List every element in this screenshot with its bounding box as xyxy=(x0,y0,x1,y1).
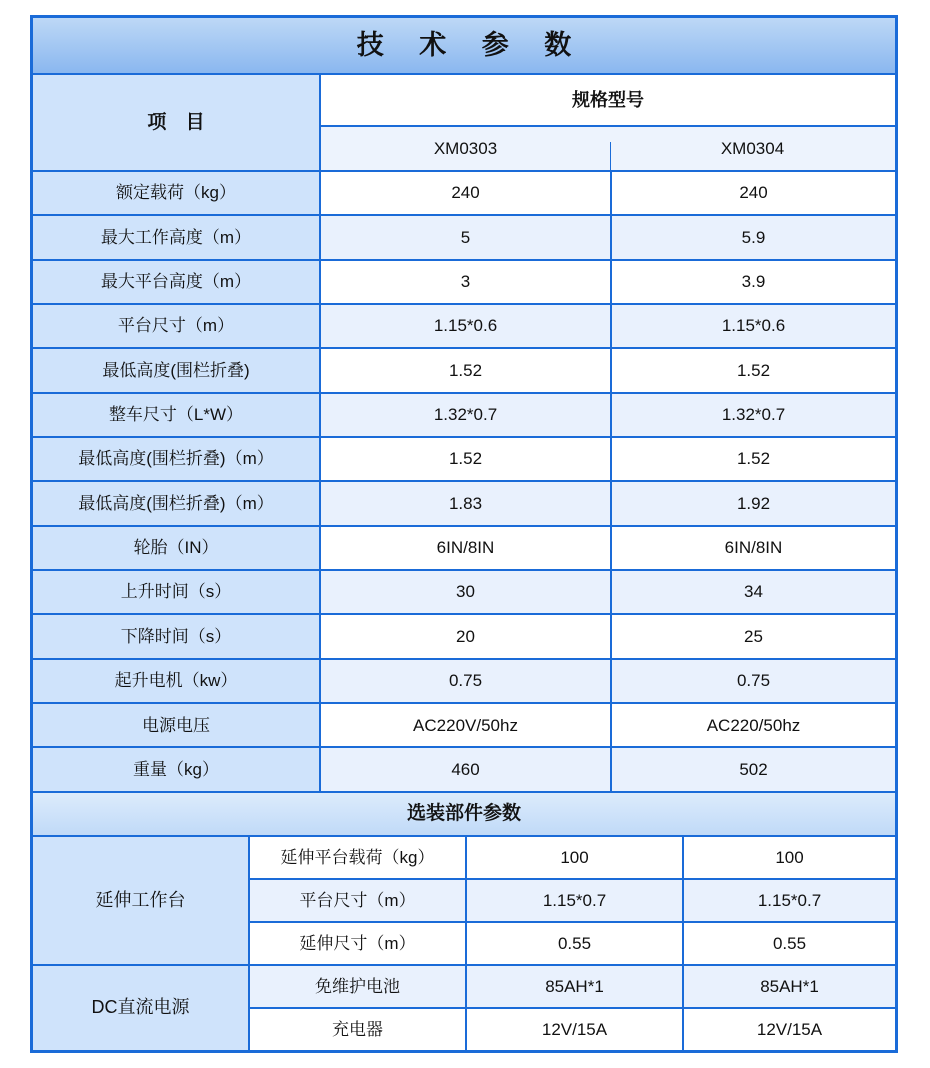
cell-value: 1.32*0.7 xyxy=(610,392,895,436)
group-label: DC直流电源 xyxy=(33,964,248,1050)
cell-value: 34 xyxy=(610,569,895,613)
cell-value: 12V/15A xyxy=(682,1007,895,1050)
cell-value: 0.75 xyxy=(319,658,610,702)
row-label: 起升电机（kw） xyxy=(33,658,319,702)
cell-value: 5 xyxy=(319,214,610,258)
cell-value: 3.9 xyxy=(610,259,895,303)
row-label: 额定载荷（kg） xyxy=(33,170,319,214)
row-label: 最低高度(围栏折叠) xyxy=(33,347,319,391)
cell-value: 1.92 xyxy=(610,480,895,524)
sub-label: 延伸尺寸（m） xyxy=(248,921,465,964)
cell-value: AC220/50hz xyxy=(610,702,895,746)
sub-label: 平台尺寸（m） xyxy=(248,878,465,921)
cell-value: 100 xyxy=(682,835,895,878)
row-label: 整车尺寸（L*W） xyxy=(33,392,319,436)
cell-value: 1.52 xyxy=(319,347,610,391)
sub-label: 充电器 xyxy=(248,1007,465,1050)
row-label: 上升时间（s） xyxy=(33,569,319,613)
spec-model-header: 规格型号 xyxy=(319,73,895,125)
row-label: 最低高度(围栏折叠)（m） xyxy=(33,436,319,480)
model-header-xm0304: XM0304 xyxy=(610,125,895,170)
cell-value: 85AH*1 xyxy=(682,964,895,1007)
row-label: 最低高度(围栏折叠)（m） xyxy=(33,480,319,524)
cell-value: AC220V/50hz xyxy=(319,702,610,746)
cell-value: 6IN/8IN xyxy=(319,525,610,569)
cell-value: 460 xyxy=(319,746,610,790)
cell-value: 502 xyxy=(610,746,895,790)
cell-value: 85AH*1 xyxy=(465,964,682,1007)
cell-value: 0.55 xyxy=(682,921,895,964)
model-header-xm0303: XM0303 xyxy=(319,125,610,170)
sub-label: 免维护电池 xyxy=(248,964,465,1007)
spec-table xyxy=(30,15,898,1053)
row-label: 下降时间（s） xyxy=(33,613,319,657)
cell-value: 3 xyxy=(319,259,610,303)
cell-value: 1.15*0.7 xyxy=(682,878,895,921)
cell-value: 20 xyxy=(319,613,610,657)
cell-value: 5.9 xyxy=(610,214,895,258)
row-label: 平台尺寸（m） xyxy=(33,303,319,347)
row-label: 重量（kg） xyxy=(33,746,319,790)
cell-value: 1.52 xyxy=(610,347,895,391)
cell-value: 240 xyxy=(610,170,895,214)
cell-value: 12V/15A xyxy=(465,1007,682,1050)
cell-value: 6IN/8IN xyxy=(610,525,895,569)
cell-value: 1.32*0.7 xyxy=(319,392,610,436)
item-column-header: 项 目 xyxy=(33,73,319,170)
cell-value: 1.52 xyxy=(319,436,610,480)
row-label: 最大工作高度（m） xyxy=(33,214,319,258)
cell-value: 1.15*0.7 xyxy=(465,878,682,921)
cell-value: 25 xyxy=(610,613,895,657)
cell-value: 1.83 xyxy=(319,480,610,524)
table-title: 技 术 参 数 xyxy=(33,18,895,73)
sub-label: 延伸平台载荷（kg） xyxy=(248,835,465,878)
cell-value: 0.55 xyxy=(465,921,682,964)
optional-section-title: 选装部件参数 xyxy=(33,791,895,835)
group-label: 延伸工作台 xyxy=(33,835,248,964)
row-label: 最大平台高度（m） xyxy=(33,259,319,303)
cell-value: 30 xyxy=(319,569,610,613)
cell-value: 1.15*0.6 xyxy=(610,303,895,347)
row-label: 轮胎（IN） xyxy=(33,525,319,569)
cell-value: 1.52 xyxy=(610,436,895,480)
row-label: 电源电压 xyxy=(33,702,319,746)
cell-value: 1.15*0.6 xyxy=(319,303,610,347)
cell-value: 240 xyxy=(319,170,610,214)
cell-value: 100 xyxy=(465,835,682,878)
cell-value: 0.75 xyxy=(610,658,895,702)
